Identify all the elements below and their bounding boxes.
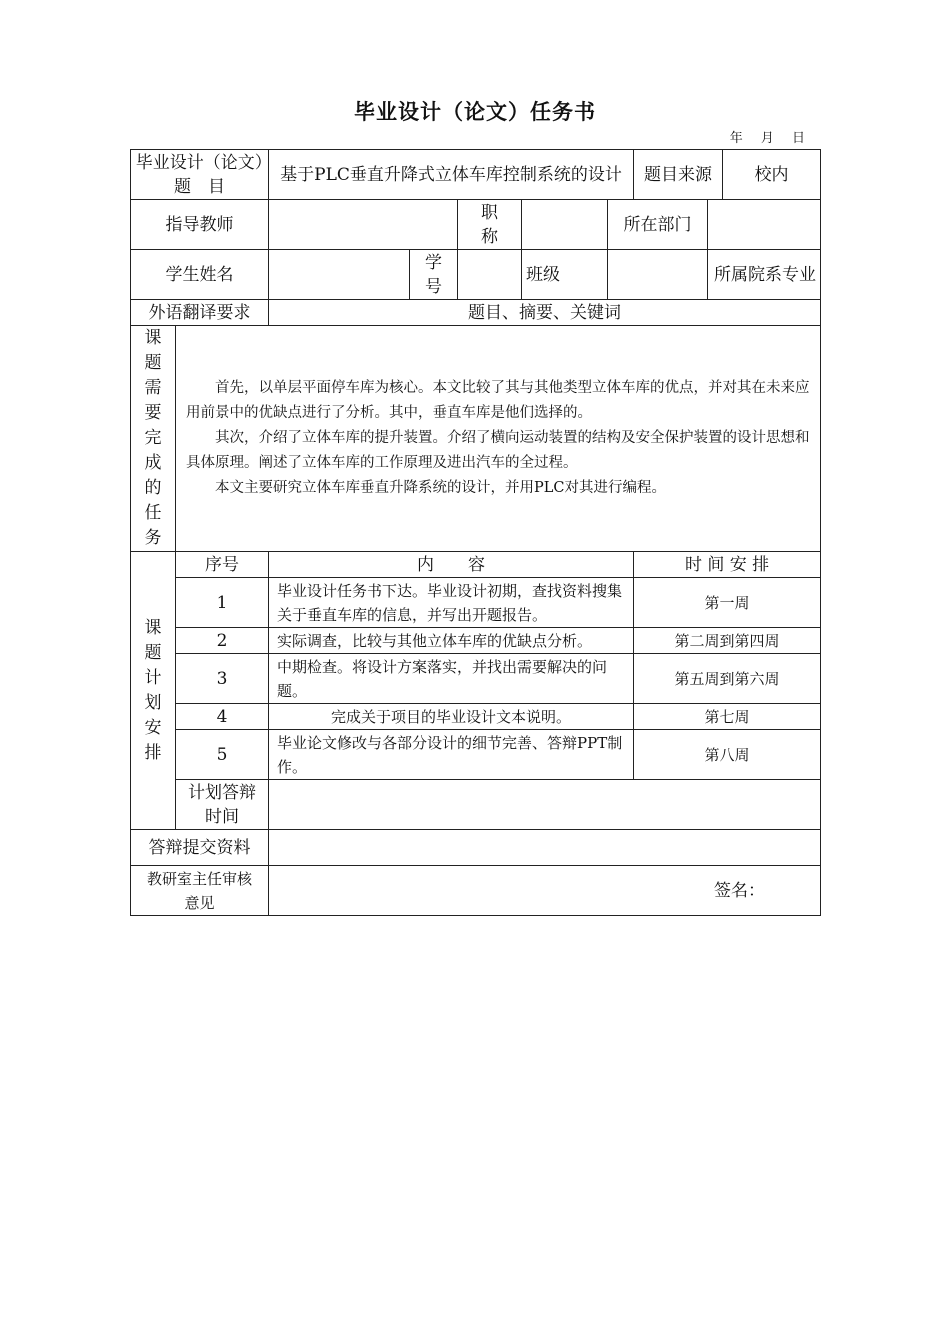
defense-time-label: 计划答辩时间: [176, 780, 269, 830]
defense-materials-value[interactable]: [269, 830, 821, 866]
plan-item-content: 完成关于项目的毕业设计文本说明。: [269, 704, 634, 730]
signature-label: 签名：: [269, 866, 821, 916]
plan-header-no: 序号: [176, 552, 269, 578]
plan-item-row: [131, 704, 821, 730]
advisor-row: [131, 200, 821, 250]
task-paragraph: 本文主要研究立体车库垂直升降系统的设计，并用PLC对其进行编程。: [215, 480, 666, 496]
plan-item-content: 中期检查。将设计方案落实，并找出需要解决的问题。: [269, 654, 634, 704]
advisor-label: 指导教师: [131, 200, 269, 250]
task-paragraph: 首先，以单层平面停车库为核心。本文比较了其与其他类型立体车库的优点，并对其在未来应用前景中的优缺点进行了分析。其中，垂直车库是他们选择的。: [186, 380, 810, 421]
topic-row: [131, 150, 821, 200]
plan-section-label: 课 题 计 划 安 排: [131, 552, 176, 830]
translation-value: 题目、摘要、关键词: [269, 300, 821, 326]
advisor-title-value[interactable]: [522, 200, 608, 250]
advisor-title-label: 职称: [458, 200, 522, 250]
task-section-label: 课 题 需 要 完 成 的 任 务: [131, 326, 176, 552]
student-label: 学生姓名: [131, 250, 269, 300]
plan-item-no: 2: [176, 628, 269, 654]
student-id-value[interactable]: [458, 250, 522, 300]
source-value: 校内: [723, 150, 821, 200]
plan-item-no: 3: [176, 654, 269, 704]
plan-item-no: 1: [176, 578, 269, 628]
plan-item-schedule: 第八周: [634, 730, 821, 780]
advisor-dept-label: 所在部门: [608, 200, 708, 250]
plan-item-schedule: 第一周: [634, 578, 821, 628]
plan-item-schedule: 第五周到第六周: [634, 654, 821, 704]
document-title: 毕业设计（论文）任务书: [354, 100, 596, 124]
plan-item-row: [131, 730, 821, 780]
plan-item-row: [131, 654, 821, 704]
advisor-value[interactable]: [269, 200, 458, 250]
plan-item-content: 实际调查，比较与其他立体车库的优缺点分析。: [269, 628, 634, 654]
topic-label: 毕业设计（论文）题 目: [131, 150, 269, 200]
plan-item-content: 毕业论文修改与各部分设计的细节完善、答辩PPT制作。: [269, 730, 634, 780]
plan-item-no: 5: [176, 730, 269, 780]
plan-item-row: [131, 578, 821, 628]
task-description: [176, 326, 821, 552]
class-label: 班级: [522, 250, 608, 300]
defense-time-row: [131, 780, 821, 830]
plan-item-content: 毕业设计任务书下达。毕业设计初期，查找资料搜集关于垂直车库的信息，并写出开题报告。: [269, 578, 634, 628]
plan-header-schedule: 时 间 安 排: [634, 552, 821, 578]
task-row: [131, 326, 821, 552]
defense-materials-label: 答辩提交资料: [131, 830, 269, 866]
major-label: 所属院系专业: [708, 250, 821, 300]
plan-item-row: [131, 628, 821, 654]
student-id-label: 学号: [410, 250, 458, 300]
defense-time-value[interactable]: [269, 780, 821, 830]
source-label: 题目来源: [634, 150, 723, 200]
student-value[interactable]: [269, 250, 410, 300]
defense-materials-row: [131, 830, 821, 866]
translation-row: [131, 300, 821, 326]
task-form-table: [130, 149, 821, 916]
advisor-dept-value[interactable]: [708, 200, 821, 250]
translation-label: 外语翻译要求: [131, 300, 269, 326]
plan-header-row: [131, 552, 821, 578]
review-label: 教研室主任审核意见: [131, 866, 269, 916]
class-value[interactable]: [608, 250, 708, 300]
topic-value: 基于PLC垂直升降式立体车库控制系统的设计: [269, 150, 634, 200]
plan-item-no: 4: [176, 704, 269, 730]
task-paragraph: 其次，介绍了立体车库的提升装置。介绍了横向运动装置的结构及安全保护装置的设计思想和具体原理。阐述了立体车库的工作原理及进出汽车的全过程。: [186, 430, 810, 471]
plan-header-content: 内 容: [269, 552, 634, 578]
plan-item-schedule: 第七周: [634, 704, 821, 730]
student-row: [131, 250, 821, 300]
plan-item-schedule: 第二周到第四周: [634, 628, 821, 654]
review-row: [131, 866, 821, 916]
date-line: 年 月 日: [729, 131, 805, 146]
